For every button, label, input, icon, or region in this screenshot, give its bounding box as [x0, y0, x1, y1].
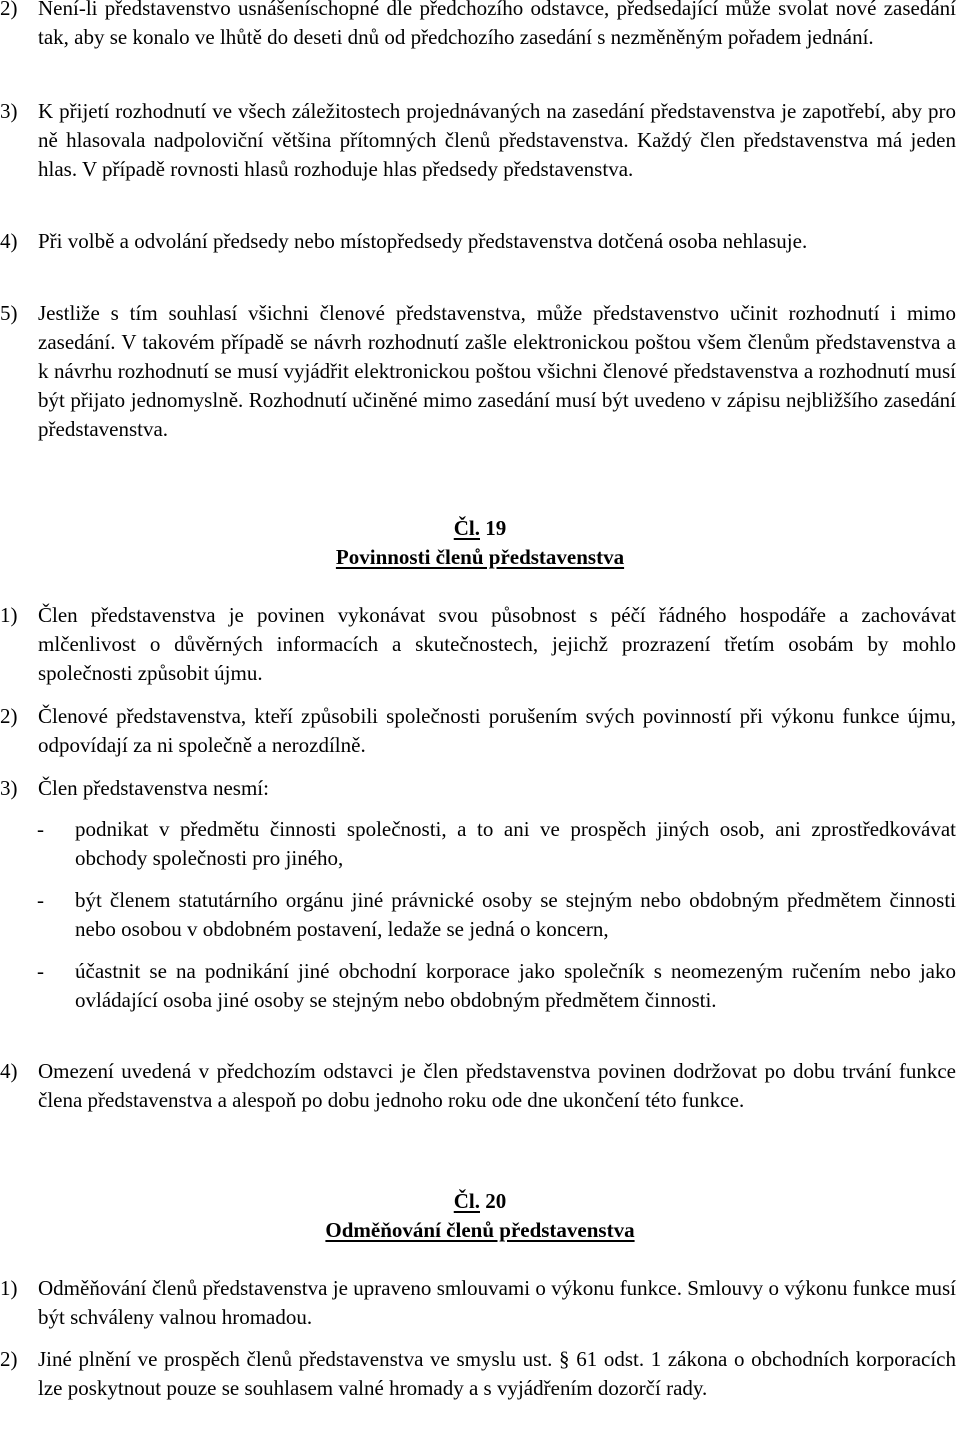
article-20-title: Odměňování členů představenstva: [325, 1218, 635, 1242]
paragraph-number: 4): [0, 229, 18, 253]
paragraph-number: 4): [0, 1059, 18, 1083]
paragraph-text: Člen představenstva je povinen vykonávat svou působnost s péčí řádného hospodáře a zachovávat mlčenlivost o důvěrných informacích a skutečnostech, jejichž prozrazení třetím osobám by mohlo společnosti způsobit újmu.: [38, 603, 956, 685]
bullet-item: [37, 957, 956, 1015]
paragraph-number: 3): [0, 776, 18, 800]
paragraph-text: Odměňování členů představenstva je upraveno smlouvami o výkonu funkce. Smlouvy o výkonu funkce musí být schváleny valnou hromadou.: [38, 1276, 956, 1329]
bullet-text: podnikat v předmětu činnosti společnosti, a to ani ve prospěch jiných osob, ani zprostředkovávat obchody společnosti pro jiného,: [75, 817, 956, 870]
paragraph-text: Jestliže s tím souhlasí všichni členové představenstva, může představenstvo učinit rozhodnutí i mimo zasedání. V takovém případě se návrh rozhodnutí zašle elektronickou poštou všem členům představenstva a k návrhu rozhodnutí se musí vyjádřit elektronickou poštou všichni členové představenstva a rozhodnutí musí být přijato jednomyslně. Rozhodnutí učiněné mimo zasedání musí být uvedeno v zápisu nejbližšího zasedání představenstva.: [38, 301, 956, 441]
paragraph-text: Členové představenstva, kteří způsobili společnosti porušením svých povinností při výkonu funkce újmu, odpovídají za ni společně a nerozdílně.: [38, 704, 956, 757]
bullet-text: účastnit se na podnikání jiné obchodní korporace jako společník s neomezeným ručením nebo jako ovládající osoba jiné osoby se stejným nebo obdobným předmětem činnosti.: [75, 959, 956, 1012]
paragraph-text: Omezení uvedená v předchozím odstavci je člen představenstva povinen dodržovat po dobu trvání funkce člena představenstva a alespoň po dobu jednoho roku ode dne ukončení této funkce.: [38, 1059, 956, 1112]
article-19-paragraph-4: [0, 1057, 956, 1115]
paragraph-3-prev: [0, 97, 956, 184]
paragraph-text: Při volbě a odvolání předsedy nebo místopředsedy představenstva dotčená osoba nehlasuje.: [38, 229, 808, 253]
paragraph-number: 5): [0, 301, 18, 325]
article-19-paragraph-2: [0, 702, 956, 760]
paragraph-number: 3): [0, 99, 18, 123]
paragraph-number: 2): [0, 0, 18, 20]
article-20-paragraph-2: [0, 1345, 956, 1403]
paragraph-text: Člen představenstva nesmí:: [38, 776, 269, 800]
article-19-paragraph-3: [0, 774, 956, 803]
article-20-paragraph-1: [0, 1274, 956, 1332]
bullet-dash: -: [37, 959, 44, 983]
bullet-text: být členem statutárního orgánu jiné právnické osoby se stejným nebo obdobným předmětem činnosti nebo osobou v obdobném postavení, ledaže se jedná o koncern,: [75, 888, 956, 941]
paragraph-number: 1): [0, 603, 18, 627]
bullet-item: [37, 886, 956, 944]
paragraph-number: 2): [0, 704, 18, 728]
paragraph-text: Jiné plnění ve prospěch členů představenstva ve smyslu ust. § 61 odst. 1 zákona o obchodních korporacích lze poskytnout pouze se souhlasem valné hromady a s vyjádřením dozorčí rady.: [38, 1347, 956, 1400]
bullet-dash: -: [37, 817, 44, 841]
paragraph-number: 1): [0, 1276, 18, 1300]
paragraph-4-prev: [0, 227, 956, 256]
bullet-item: [37, 815, 956, 873]
paragraph-5-prev: [0, 299, 956, 444]
paragraph-number: 2): [0, 1347, 18, 1371]
article-19-paragraph-1: [0, 601, 956, 688]
article-19-title: Povinnosti členů představenstva: [335, 545, 625, 569]
bullet-dash: -: [37, 888, 44, 912]
article-20-label: Čl. 20: [453, 1189, 507, 1213]
paragraph-text: Není-li představenstvo usnášeníschopné dle předchozího odstavce, předsedající může svolat nové zasedání tak, aby se konalo ve lhůtě do deseti dnů od předchozího zasedání s nezměněným pořadem jednání.: [38, 0, 956, 49]
article-19-label: Čl. 19: [453, 516, 507, 540]
paragraph-2-prev: [0, 0, 956, 52]
paragraph-text: K přijetí rozhodnutí ve všech záležitostech projednávaných na zasedání představenstva je zapotřebí, aby pro ně hlasovala nadpoloviční většina přítomných členů představenstva. Každý člen představenstva má jeden hlas. V případě rovnosti hlasů rozhoduje hlas předsedy představenstva.: [38, 99, 956, 181]
